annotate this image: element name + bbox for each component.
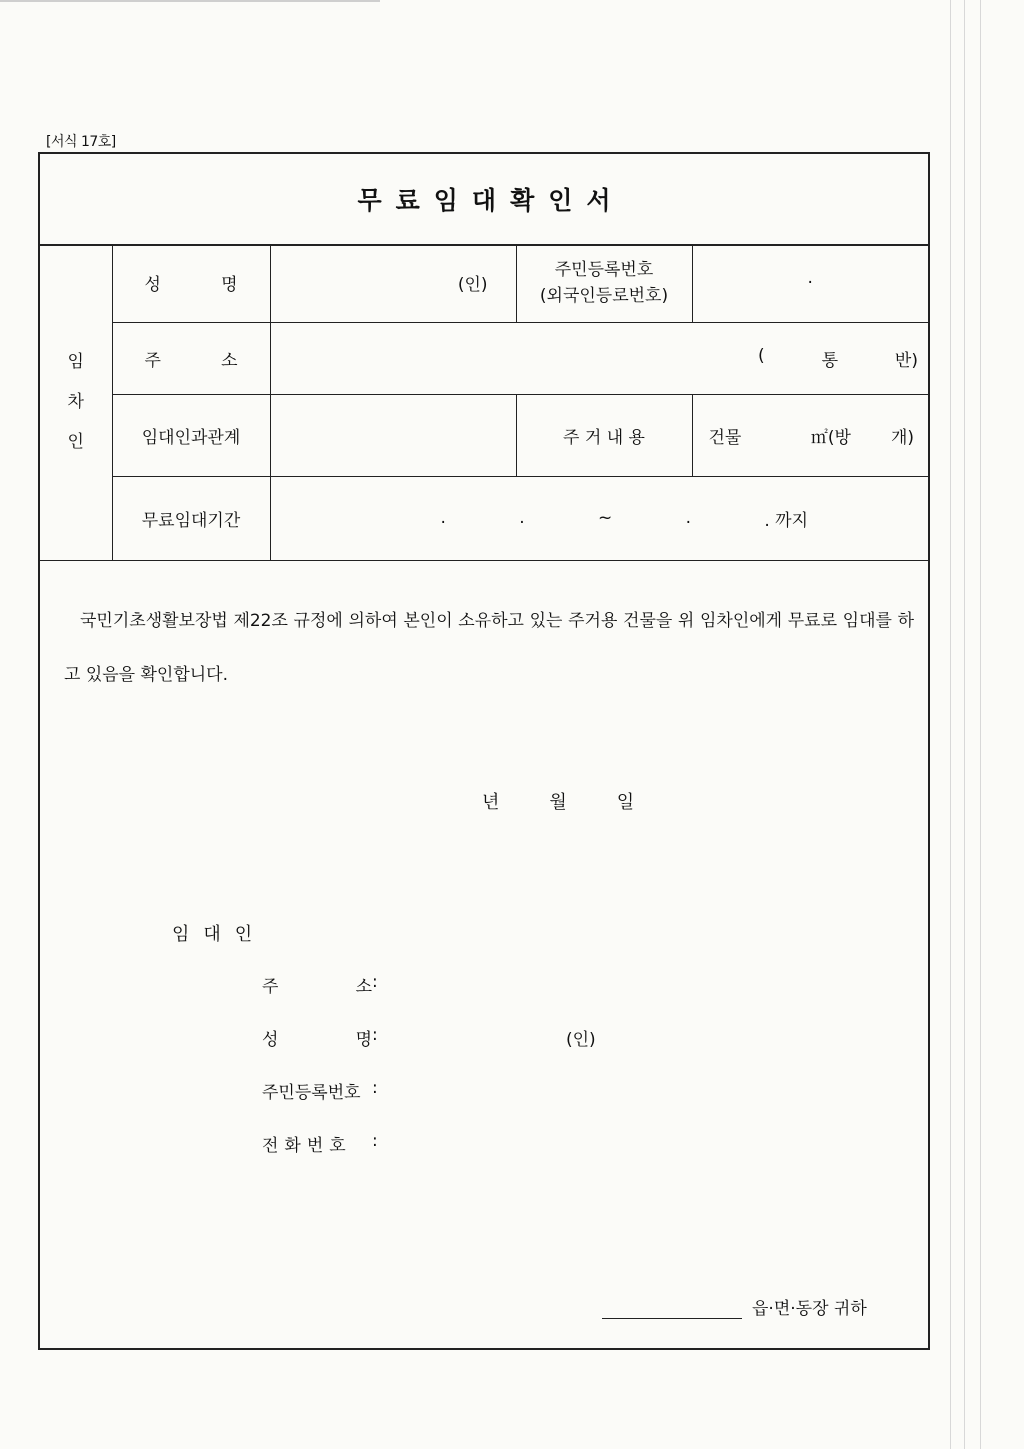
- lessor-name-label: 성: [262, 1030, 279, 1050]
- addressee-line: [602, 1294, 867, 1319]
- scan-edge-line: [964, 0, 965, 1449]
- address-label: 주: [144, 350, 161, 371]
- rrn-label-cell: [516, 244, 692, 322]
- colon: :: [372, 1078, 378, 1098]
- name-label: 성: [144, 275, 161, 296]
- lessor-title: 임대인: [172, 924, 267, 945]
- address-label-cell: [112, 322, 270, 394]
- rrn-value: ·: [807, 272, 813, 293]
- sidebar-char: 임: [67, 351, 84, 372]
- lessor-rrn-row: [262, 1078, 596, 1131]
- scan-edge-line: [950, 0, 951, 1449]
- date-month-label: 월: [549, 792, 567, 813]
- name-label: 명: [221, 275, 238, 296]
- rrn-label: 주민등록번호: [554, 259, 654, 280]
- colon: :: [372, 972, 378, 992]
- sidebar-char: 인: [67, 431, 84, 452]
- foreign-reg-label: (외국인등로번호): [539, 285, 669, 306]
- sidebar-char: 차: [67, 391, 84, 412]
- period-mark: ~: [598, 508, 613, 528]
- period-field[interactable]: [270, 476, 928, 560]
- date-line: [482, 788, 634, 814]
- colon: :: [372, 1131, 378, 1151]
- seal-mark: (인): [566, 1030, 596, 1050]
- area-unit: ㎡(방: [810, 427, 851, 448]
- date-day-label: 일: [616, 792, 635, 813]
- seal-mark: (인): [457, 275, 488, 296]
- scan-artifact-top: [0, 0, 380, 2]
- name-field[interactable]: [270, 244, 516, 322]
- period-mark: .: [519, 508, 525, 528]
- residence-label: 주 거 내 용: [516, 394, 692, 476]
- address-unit: (: [758, 345, 765, 366]
- name-label-cell: [112, 244, 270, 322]
- address-label: 소: [221, 350, 238, 371]
- date-year-label: 년: [482, 792, 500, 813]
- form-frame: [38, 152, 930, 1350]
- lessor-name-label: 명: [355, 1030, 372, 1050]
- lessor-phone-row: [262, 1131, 596, 1184]
- relation-field[interactable]: [270, 394, 516, 476]
- period-mark: .: [440, 508, 446, 528]
- rrn-field[interactable]: [692, 244, 928, 322]
- addressee-blank-field[interactable]: [602, 1300, 742, 1319]
- period-mark: .: [685, 508, 691, 528]
- address-field[interactable]: [270, 322, 928, 394]
- lessor-phone-label: 전화번호: [262, 1136, 352, 1156]
- lessor-address-row: [262, 972, 596, 1025]
- scan-edge-line: [980, 0, 981, 1449]
- room-unit: 개): [890, 427, 914, 448]
- relation-label: 임대인과관계: [112, 394, 270, 476]
- addressee-label: 읍·면·동장 귀하: [752, 1299, 867, 1319]
- lessor-fields: [262, 972, 596, 1184]
- tenant-table: [40, 244, 928, 561]
- lessor-name-row: [262, 1025, 596, 1078]
- building-field[interactable]: [692, 394, 928, 476]
- colon: :: [372, 1025, 378, 1045]
- lessor-address-label: 주: [262, 977, 279, 997]
- confirmation-statement: 국민기초생활보장법 제22조 규정에 의하여 본인이 소유하고 있는 주거용 건물을 위 임차인에게 무료로 임대를 하고 있음을 확인합니다.: [64, 611, 914, 685]
- address-unit: 반): [894, 350, 918, 371]
- form-title: 무료임대확인서: [357, 186, 625, 215]
- title-box: [40, 154, 928, 246]
- building-label: 건물: [708, 427, 742, 448]
- lessor-rrn-label: 주민등록번호: [262, 1083, 361, 1103]
- tenant-sidebar-label: [40, 244, 112, 560]
- address-unit: 통: [821, 350, 838, 371]
- period-mark: . 까지: [764, 510, 808, 531]
- lessor-address-label: 소: [355, 977, 372, 997]
- form-number: [서식 17호]: [46, 134, 116, 150]
- period-label: 무료임대기간: [112, 476, 270, 560]
